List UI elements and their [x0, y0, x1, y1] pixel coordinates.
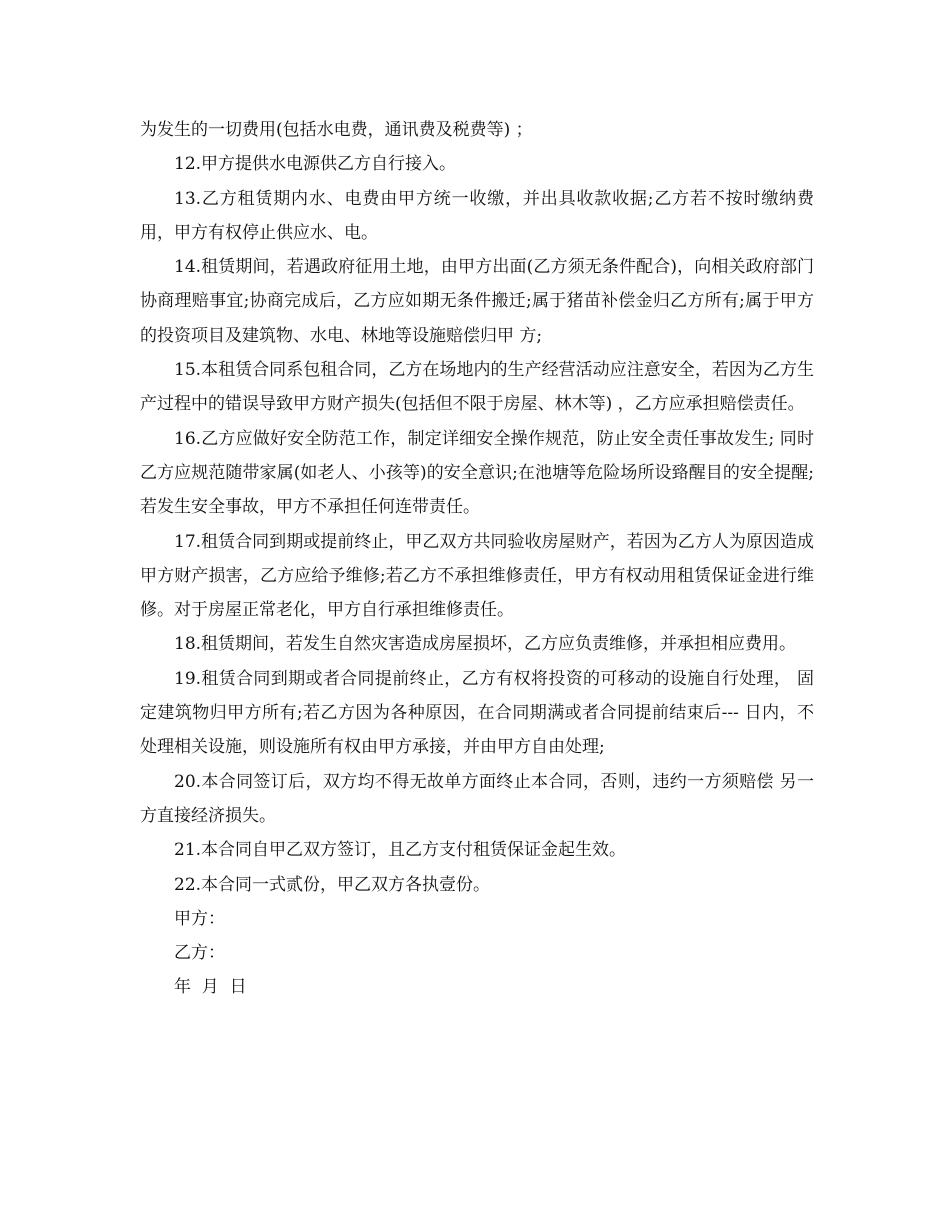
- clause-14: 14.租赁期间，若遇政府征用土地，由甲方出面(乙方须无条件配合)，向相关政府部门协商理赔事宜;协商完成后，乙方应如期无条件搬迁;属于猪苗补偿金归乙方所有;属于甲方的投资项目及建筑物、水电、林地等设施赔偿归甲 方;: [140, 257, 814, 346]
- signature-date: 年 月 日: [174, 977, 247, 998]
- clause-16: 16.乙方应做好安全防范工作，制定详细安全操作规范，防止安全责任事故发生; 同时乙方应规范随带家属(如老人、小孩等)的安全意识;在池塘等危险场所设臵醒目的安全提醒;若发生安全事故，甲方不承担任何连带责任。: [140, 428, 814, 518]
- clause-15: 15.本租赁合同系包租合同，乙方在场地内的生产经营活动应注意安全，若因为乙方生产过程中的错误导致甲方财产损失(包括但不限于房屋、林木等) ，乙方应承担赔偿责任。: [140, 360, 814, 415]
- clause-12: 12.甲方提供水电源供乙方自行接入。: [174, 154, 457, 175]
- clause-19: 19.租赁合同到期或者合同提前终止，乙方有权将投资的可移动的设施自行处理， 固定建筑物归甲方所有;若乙方因为各种原因，在合同期满或者合同提前结束后--- 日内，不处理相关设施，则设施所有权由甲方承接，并由甲方自由处理;: [140, 668, 814, 758]
- clause-21: 21.本合同自甲乙双方签订，且乙方支付租赁保证金起生效。: [174, 840, 627, 861]
- clause-17: 17.租赁合同到期或提前终止，甲乙双方共同验收房屋财产，若因为乙方人为原因造成甲方财产损害，乙方应给予维修;若乙方不承担维修责任，甲方有权动用租赁保证金进行维修。对于房屋正常老化，甲方自行承担维修责任。: [140, 531, 814, 621]
- clause-22: 22.本合同一式贰份，甲乙双方各执壹份。: [174, 874, 491, 895]
- party-b-signature: 乙方：: [174, 943, 225, 964]
- clause-13: 13.乙方租赁期内水、电费由甲方统一收缴，并出具收款收据;乙方若不按时缴纳费用，甲方有权停止供应水、电。: [140, 188, 814, 243]
- clause-20: 20.本合同签订后，双方均不得无故单方面终止本合同，否则，违约一方须赔偿 另一方直接经济损失。: [140, 771, 814, 826]
- contract-page: [140, 113, 814, 1005]
- clause-18: 18.租赁期间，若发生自然灾害造成房屋损坏，乙方应负责维修，并承担相应费用。: [174, 634, 797, 655]
- paragraph-continued: 为发生的一切费用(包括水电费，通讯费及税费等) ；: [140, 120, 533, 140]
- party-a-signature: 甲方：: [174, 908, 225, 929]
